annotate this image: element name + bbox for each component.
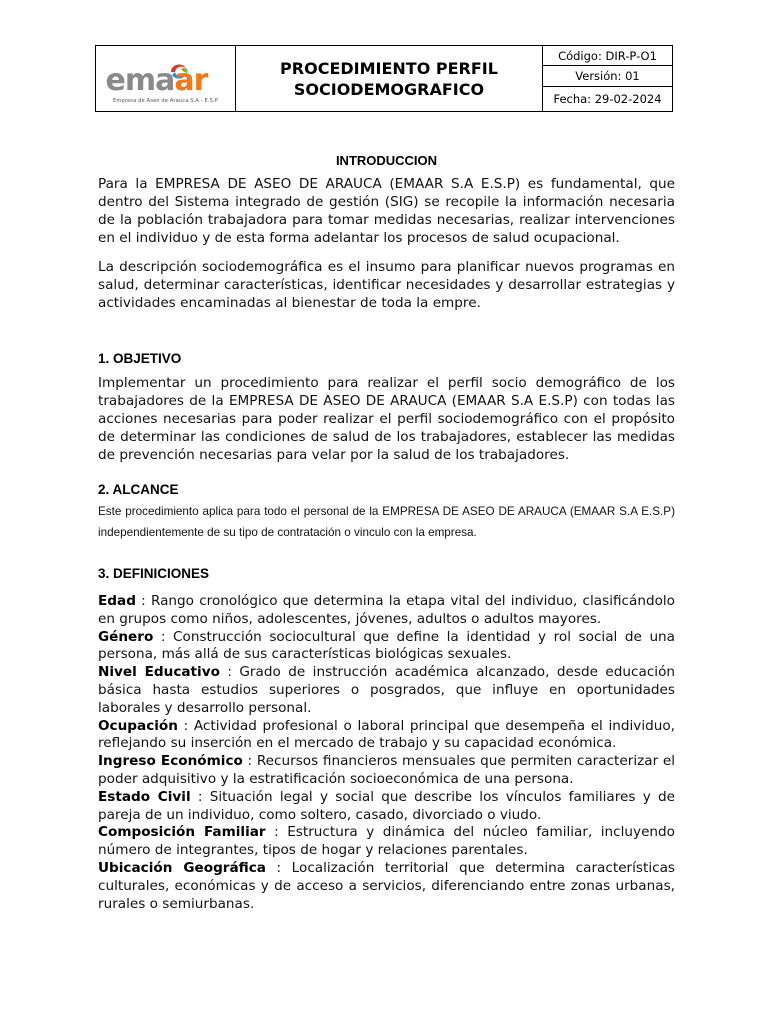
alcance-heading: 2. ALCANCE bbox=[98, 482, 179, 497]
intro-paragraph-1: Para la EMPRESA DE ASEO DE ARAUCA (EMAAR S.A E.S.P) es fundamental, que dentro del Sistema integrado de gestión (SIG) se recopile la información necesaria de la población trabajadora para tomar medidas necesarias, realizar intervenciones en el individuo y de esta forma adelantar los procesos de salud ocupacional. bbox=[98, 176, 675, 246]
document-header bbox=[95, 45, 673, 112]
logo-graphic bbox=[106, 54, 226, 96]
company-logo bbox=[96, 46, 236, 111]
definition-genero: Género : Construcción sociocultural que define la identidad y rol social de una persona, más allá de sus características biológicas sexuales. bbox=[98, 628, 675, 663]
definition-estado-civil: Estado Civil : Situación legal y social que describe los vínculos familiares y de pareja de un individuo, como soltero, casado, divorciado o viudo. bbox=[98, 788, 675, 823]
definition-edad: Edad : Rango cronológico que determina la etapa vital del individuo, clasificándolo en grupos como niños, adolescentes, jóvenes, adultos o adultos mayores. bbox=[98, 593, 675, 627]
intro-section bbox=[98, 175, 675, 312]
intro-paragraph-2: La descripción sociodemográfica es el insumo para planificar nuevos programas en salud, determinar características, identificar necesidades y desarrollar estrategias y actividades encaminadas al bienestar de toda la empre. bbox=[98, 259, 675, 311]
definition-composicion-familiar: Composición Familiar : Estructura y dinámica del núcleo familiar, incluyendo número de integrantes, tipos de hogar y relaciones parentales. bbox=[98, 824, 675, 859]
alcance-section bbox=[98, 501, 675, 543]
document-meta bbox=[543, 46, 672, 111]
document-date: Fecha: 29-02-2024 bbox=[553, 91, 662, 106]
logo-wordmark: emaar bbox=[105, 62, 208, 98]
objetivo-section bbox=[98, 374, 675, 464]
definition-ubicacion-geografica: Ubicación Geográfica : Localización territorial que determina características culturales, económicas y de acceso a servicios, diferenciando entre zonas urbanas, rurales o semiurbanas. bbox=[98, 859, 675, 912]
definiciones-heading: 3. DEFINICIONES bbox=[98, 566, 210, 581]
title-line-2: SOCIODEMOGRAFICO bbox=[293, 79, 485, 99]
document-title bbox=[236, 46, 543, 111]
intro-heading: INTRODUCCION bbox=[335, 153, 438, 168]
alcance-text: Este procedimiento aplica para todo el personal de la EMPRESA DE ASEO DE ARAUCA (EMAAR S.A E.S.P) independientemente de su tipo de contratación o vinculo con la empresa. bbox=[98, 505, 675, 539]
document-version: Versión: 01 bbox=[543, 66, 672, 86]
definition-ingreso-economico: Ingreso Económico : Recursos financieros mensuales que permiten caracterizar el poder adquisitivo y la estratificación socioeconómica de una persona. bbox=[98, 753, 675, 787]
document-code: Código: DIR-P-O1 bbox=[543, 46, 672, 66]
definiciones-list bbox=[98, 593, 675, 913]
objetivo-text: Implementar un procedimiento para realizar el perfil socio demográfico de los trabajadores de la EMPRESA DE ASEO DE ARAUCA (EMAAR S.A E.S.P) con todas las acciones necesarias para poder realizar el perfil sociodemográfico con el propósito de determinar las condiciones de salud de los trabajadores, establecer las medidas de prevención necesarias para velar por la salud de los trabajadores. bbox=[98, 375, 675, 463]
objetivo-heading: 1. OBJETIVO bbox=[98, 351, 182, 366]
definition-nivel-educativo: Nivel Educativo : Grado de instrucción académica alcanzado, desde educación básica hasta estudios superiores o posgrados, que influye en oportunidades laborales y desarrollo personal. bbox=[98, 664, 675, 716]
title-line-1: PROCEDIMIENTO PERFIL bbox=[280, 58, 498, 78]
definition-ocupacion: Ocupación : Actividad profesional o laboral principal que desempeña el individuo, reflejando su inserción en el mercado de trabajo y su capacidad económica. bbox=[98, 717, 675, 752]
logo-tagline: Empresa de Aseo de Arauca S.A - E.S.P bbox=[112, 97, 219, 104]
